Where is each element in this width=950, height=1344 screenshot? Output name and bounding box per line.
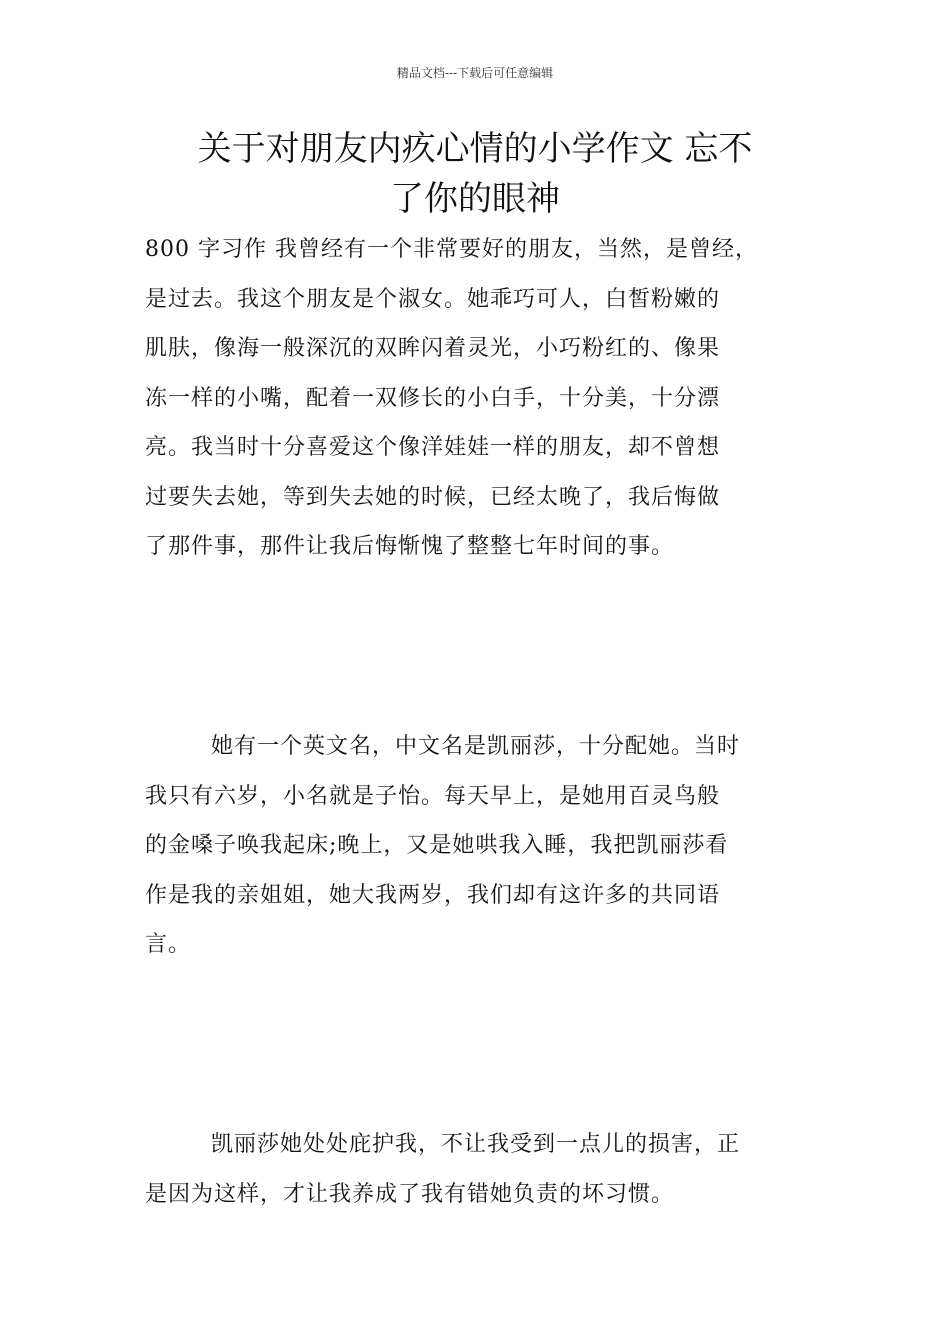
paragraph-line: 她有一个英文名，中文名是凯丽莎，十分配她。当时 bbox=[211, 734, 741, 759]
paragraph-line: 我只有六岁，小名就是子怡。每天早上，是她用百灵鸟般 bbox=[145, 783, 721, 809]
paragraph-intro bbox=[145, 225, 815, 572]
paragraph-line: 800 字习作 我曾经有一个非常要好的朋友，当然，是曾经， bbox=[145, 237, 758, 262]
paragraph-line: 凯丽莎她处处庇护我，不让我受到一点儿的损害，正 bbox=[211, 1132, 741, 1157]
paragraph-line: 是因为这样，才让我养成了我有错她负责的坏习惯。 bbox=[145, 1181, 675, 1207]
paragraph-line: 冻一样的小嘴，配着一双修长的小白手，十分美，十分漂 bbox=[145, 385, 721, 411]
page-header: 精品文档---下载后可任意编辑 bbox=[396, 66, 554, 80]
title-line: 关于对朋友内疚心情的小学作文 忘不 bbox=[197, 129, 753, 169]
paragraph-line: 肌肤，像海一般深沉的双眸闪着灵光，小巧粉红的、像果 bbox=[145, 336, 721, 361]
paragraph-line: 了那件事，那件让我后悔惭愧了整整七年时间的事。 bbox=[145, 534, 675, 559]
paragraph-line: 的金嗓子唤我起床;晚上，又是她哄我入睡，我把凯丽莎看 bbox=[145, 833, 729, 858]
paragraph-line: 是过去。我这个朋友是个淑女。她乖巧可人，白皙粉嫩的 bbox=[145, 286, 721, 312]
paragraph-line: 作是我的亲姐姐，她大我两岁，我们却有这许多的共同语 bbox=[145, 882, 721, 908]
title-line: 了你的眼神 bbox=[390, 179, 560, 219]
paragraph-line: 亮。我当时十分喜爱这个像洋娃娃一样的朋友，却不曾想 bbox=[145, 435, 721, 460]
paragraph-third bbox=[145, 1120, 815, 1219]
paragraph-second bbox=[145, 722, 815, 970]
document-title bbox=[145, 124, 805, 224]
paragraph-line: 过要失去她，等到失去她的时候，已经太晚了，我后悔做 bbox=[145, 484, 721, 510]
paragraph-line: 言。 bbox=[145, 932, 192, 957]
